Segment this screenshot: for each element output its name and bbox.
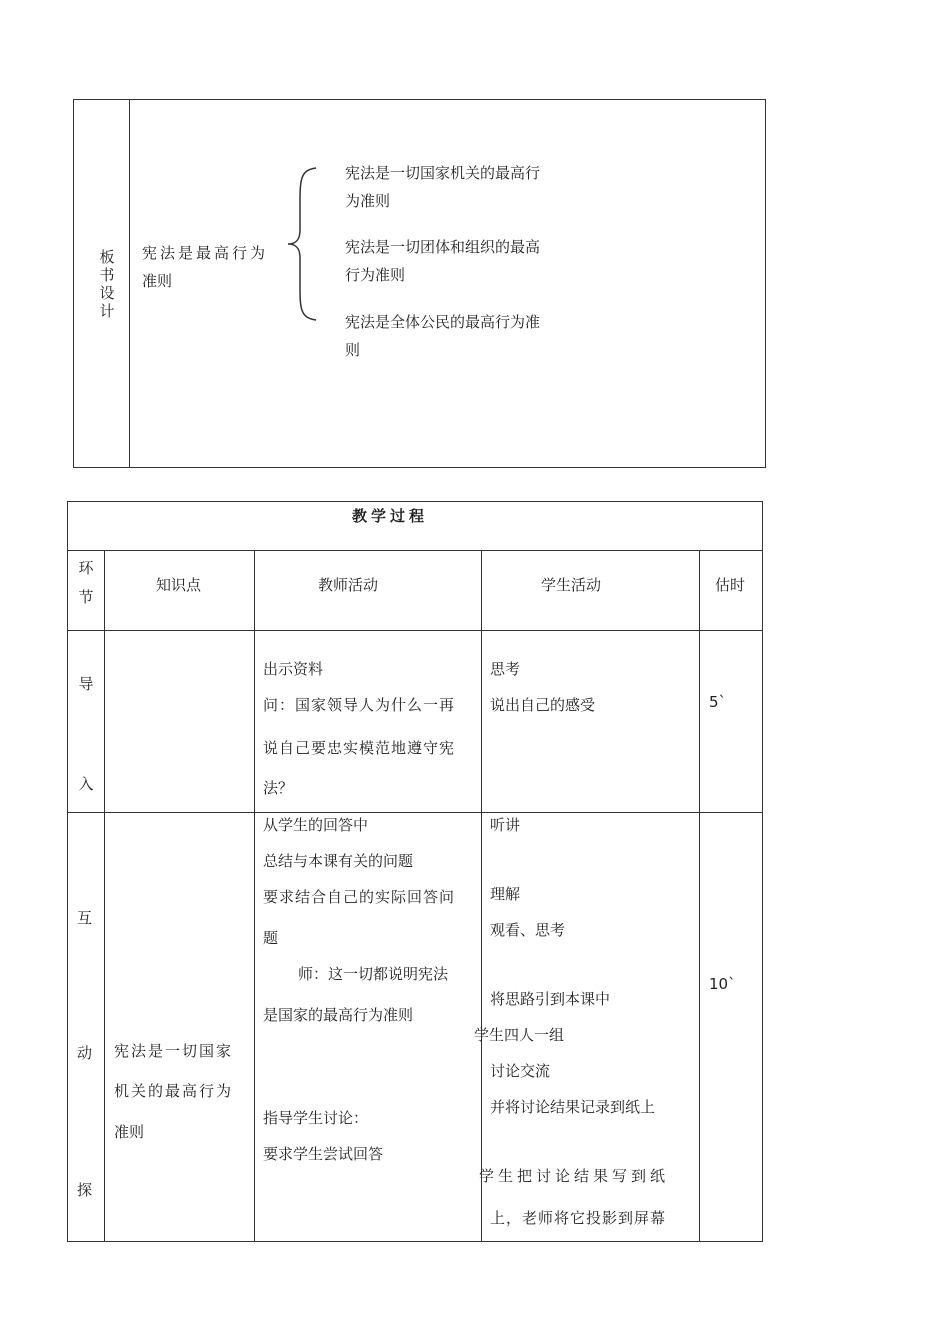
row2-teacher-c-line: 指导学生讨论： xyxy=(263,1109,369,1127)
row2-student-c-line: 上，老师将它投影到屏幕 xyxy=(490,1209,667,1227)
board-side-label: 板书设计 xyxy=(99,248,115,320)
col-rule-4 xyxy=(699,550,700,1242)
board-point-1-line1: 宪法是一切国家机关的最高行 xyxy=(345,164,541,182)
row-rule-intro xyxy=(67,812,763,813)
row1-teacher-line: 法？ xyxy=(263,779,294,797)
board-main-title-2: 准则 xyxy=(142,272,173,290)
row1-teacher-line: 出示资料 xyxy=(263,660,324,678)
header-time: 估时 xyxy=(715,576,746,594)
row1-student-line: 说出自己的感受 xyxy=(490,696,596,714)
board-point-2-line2: 行为准则 xyxy=(345,266,406,284)
row2-knowledge-line: 机关的最高行为 xyxy=(114,1082,234,1100)
row-rule-header xyxy=(67,630,763,631)
col-rule-2 xyxy=(254,550,255,1242)
row2-teacher-b-line: 师：这一切都说明宪法 xyxy=(298,965,449,983)
header-teacher: 教师活动 xyxy=(318,576,379,594)
row2-stage-char: 探 xyxy=(77,1181,93,1199)
board-design-box xyxy=(73,99,766,468)
board-point-2-line1: 宪法是一切团体和组织的最高 xyxy=(345,238,541,256)
process-table xyxy=(67,501,763,1242)
row2-student-b-line: 并将讨论结果记录到纸上 xyxy=(490,1098,656,1116)
row1-teacher-line: 问：国家领导人为什么一再 xyxy=(263,696,456,714)
board-point-1-line2: 为准则 xyxy=(345,192,391,210)
header-stage: 环节 xyxy=(78,559,94,606)
row-rule-title xyxy=(67,550,763,551)
row2-teacher-a-line: 题 xyxy=(263,929,279,947)
col-rule-1 xyxy=(104,550,105,1242)
row2-student-b-line: 讨论交流 xyxy=(490,1062,551,1080)
row2-time: 10` xyxy=(709,975,736,993)
row2-student-b-line: 学生四人一组 xyxy=(474,1026,565,1044)
row2-teacher-a-line: 从学生的回答中 xyxy=(263,816,369,834)
board-point-3-line2: 则 xyxy=(345,341,361,359)
row2-knowledge-line: 宪法是一切国家 xyxy=(114,1042,234,1060)
row2-student-a-line: 理解 xyxy=(490,885,521,903)
curly-brace-icon xyxy=(286,166,320,322)
row2-student-a-line: 听讲 xyxy=(490,816,521,834)
row2-teacher-a-line: 总结与本课有关的问题 xyxy=(263,852,414,870)
board-point-3-line1: 宪法是全体公民的最高行为准 xyxy=(345,313,541,331)
row2-student-a-line: 观看、思考 xyxy=(490,921,566,939)
header-student: 学生活动 xyxy=(541,576,602,594)
board-main-title-1: 宪法是最高行为 xyxy=(142,244,269,262)
row2-student-c-line: 学生把讨论结果写到纸 xyxy=(479,1167,670,1185)
row2-teacher-c-line: 要求学生尝试回答 xyxy=(263,1145,384,1163)
row2-teacher-a-line: 要求结合自己的实际回答问 xyxy=(263,888,456,906)
row1-teacher-line: 说自己要忠实模范地遵守宪 xyxy=(263,739,456,757)
process-title: 教学过程 xyxy=(352,507,429,525)
row2-stage-char: 互 xyxy=(77,909,93,927)
row2-knowledge-line: 准则 xyxy=(114,1123,145,1141)
row2-stage-char: 动 xyxy=(77,1044,93,1062)
row1-time: 5` xyxy=(709,693,727,711)
board-divider xyxy=(129,99,130,468)
row1-student-line: 思考 xyxy=(490,660,521,678)
header-knowledge: 知识点 xyxy=(156,576,202,594)
row2-student-a-line: 将思路引到本课中 xyxy=(490,990,611,1008)
row1-stage: 导入 xyxy=(78,675,94,793)
col-rule-3 xyxy=(481,550,482,1242)
row2-teacher-b-line: 是国家的最高行为准则 xyxy=(263,1006,414,1024)
